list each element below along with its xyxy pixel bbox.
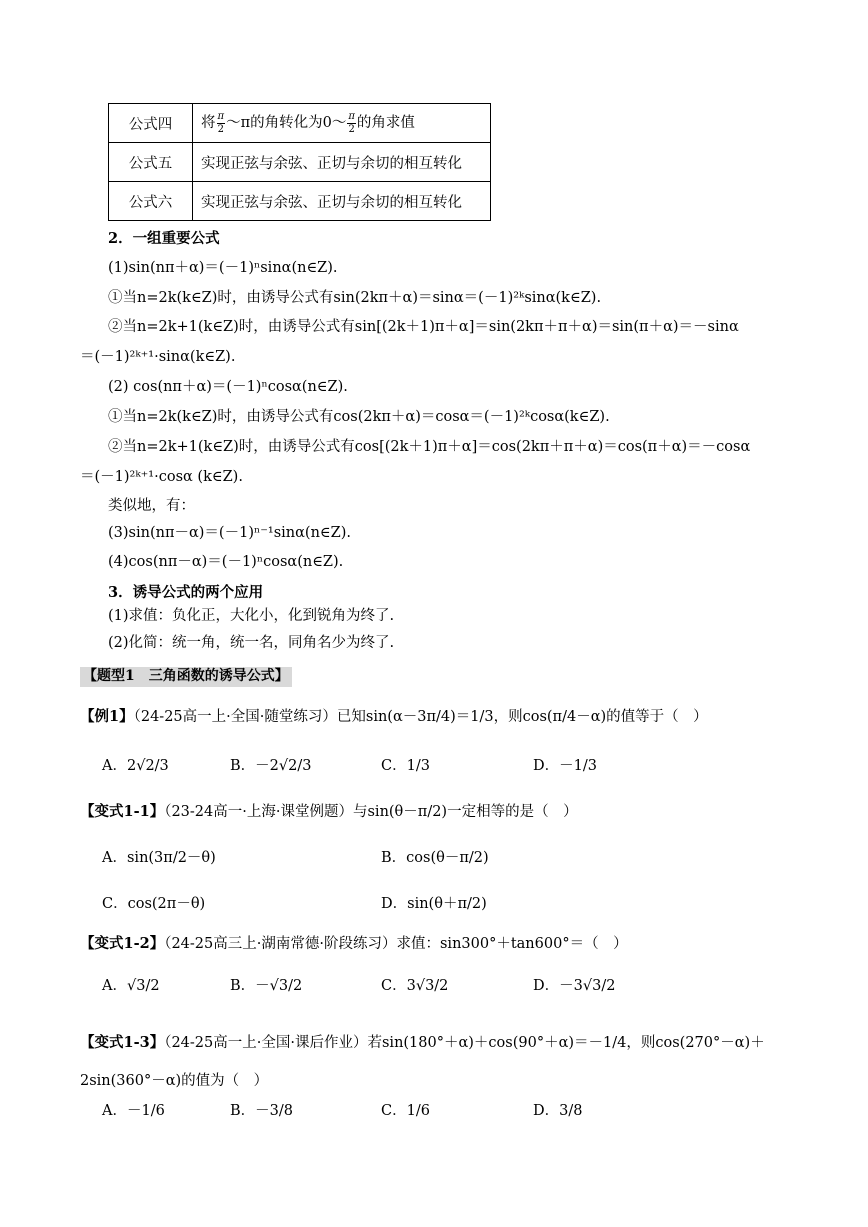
formula-table [108, 103, 491, 221]
formula-line: (2) cos(nπ＋α)＝(－1)ⁿcosα(n∈Z). [108, 379, 348, 395]
formula-line: ＝(－1)²ᵏ⁺¹·cosα (k∈Z). [80, 469, 243, 485]
option-a[interactable]: A．√3/2 [102, 978, 160, 994]
example-1-options [102, 758, 702, 778]
variant-tag: 【变式1-2】 [80, 935, 165, 952]
option-d[interactable]: D．3/8 [533, 1103, 583, 1119]
formula-line: ①当n=2k(k∈Z)时，由诱导公式有cos(2kπ＋α)＝cosα＝(－1)²ᵏcosα(k∈Z). [108, 409, 610, 425]
formula-line: ①当n=2k(k∈Z)时，由诱导公式有sin(2kπ＋α)＝sinα＝(－1)²ᵏsinα(k∈Z). [108, 290, 602, 306]
variant-source: （24-25高三上·湖南常德·阶段练习） [164, 936, 397, 952]
formula-name: 公式六 [109, 182, 193, 221]
option-a[interactable]: A．2√2/3 [102, 758, 169, 774]
variant-1-3-options [102, 1103, 702, 1123]
formula-name: 公式五 [109, 143, 193, 182]
table-row [109, 182, 491, 221]
option-d[interactable]: D．－3√3/2 [533, 978, 616, 994]
option-b[interactable]: B．cos(θ－π/2) [381, 850, 489, 866]
formula-line: ②当n=2k+1(k∈Z)时，由诱导公式有sin[(2k＋1)π＋α]＝sin(2kπ＋π＋α)＝sin(π＋α)＝－sinα [108, 319, 739, 335]
variant-1-2-stem [80, 935, 628, 953]
variant-1-1-options-row1 [102, 850, 702, 870]
option-c[interactable]: C．cos(2π－θ) [102, 896, 206, 912]
option-a[interactable]: A．－1/6 [102, 1103, 165, 1119]
variant-1-1-options-row2 [102, 896, 702, 916]
formula-line: ＝(－1)²ᵏ⁺¹·sinα(k∈Z). [80, 349, 236, 365]
variant-tag: 【变式1-1】 [80, 803, 165, 820]
section-2-heading: 2．一组重要公式 [108, 230, 220, 247]
question-type-badge: 【题型1 三角函数的诱导公式】 [80, 667, 292, 687]
variant-1-2-options [102, 978, 702, 998]
option-b[interactable]: B．－2√2/3 [230, 758, 312, 774]
option-c[interactable]: C．1/6 [381, 1103, 430, 1119]
formula-desc: 将 $\frac{\pi}{2}$ ～π的角转化为0～ $\frac{\pi}{2}$ 的角求值 [193, 104, 491, 143]
variant-1-1-stem [80, 803, 578, 821]
formula-desc: 实现正弦与余弦、正切与余切的相互转化 [193, 143, 491, 182]
application-line: (2)化简：统一角，统一名，同角名少为终了. [108, 635, 395, 651]
option-a[interactable]: A．sin(3π/2－θ) [102, 850, 216, 866]
example-1-stem [80, 708, 708, 726]
formula-line: (4)cos(nπ－α)＝(－1)ⁿcosα(n∈Z). [108, 554, 344, 570]
formula-line: (1)sin(nπ＋α)＝(－1)ⁿsinα(n∈Z). [108, 260, 338, 276]
option-c[interactable]: C．3√3/2 [381, 978, 449, 994]
variant-tag: 【变式1-3】 [80, 1034, 165, 1051]
variant-1-3-stem [80, 1024, 810, 1100]
variant-question: 与sin(θ－π/2)一定相等的是（ ） [352, 804, 578, 820]
example-tag: 【例1】 [80, 708, 134, 725]
table-row [109, 104, 491, 143]
formula-line: (3)sin(nπ－α)＝(－1)ⁿ⁻¹sinα(n∈Z). [108, 525, 351, 541]
similar-text: 类似地，有： [108, 498, 195, 514]
example-question: 已知sin(α－3π/4)＝1/3，则cos(π/4－α)的值等于（ ） [336, 709, 708, 725]
section-3-heading: 3．诱导公式的两个应用 [108, 584, 264, 601]
variant-question: 求值：sin300°＋tan600°＝（ ） [396, 936, 628, 952]
option-b[interactable]: B．－√3/2 [230, 978, 303, 994]
variant-question: 若sin(180°＋α)＋cos(90°＋α)＝－1/4，则cos(270°－α)＋2sin(360°－α)的值为（ ） [80, 1035, 765, 1089]
application-line: (1)求值：负化正，大化小，化到锐角为终了. [108, 608, 395, 624]
variant-source: （23-24高一·上海·课堂例题） [164, 804, 353, 820]
option-d[interactable]: D．－1/3 [533, 758, 597, 774]
option-d[interactable]: D．sin(θ＋π/2) [381, 896, 487, 912]
option-c[interactable]: C．1/3 [381, 758, 430, 774]
option-b[interactable]: B．－3/8 [230, 1103, 293, 1119]
formula-desc: 实现正弦与余弦、正切与余切的相互转化 [193, 182, 491, 221]
formula-name: 公式四 [109, 104, 193, 143]
example-source: （24-25高一上·全国·随堂练习） [133, 709, 337, 725]
table-row [109, 143, 491, 182]
formula-line: ②当n=2k+1(k∈Z)时，由诱导公式有cos[(2k＋1)π＋α]＝cos(2kπ＋π＋α)＝cos(π＋α)＝－cosα [108, 439, 751, 455]
variant-source: （24-25高一上·全国·课后作业） [164, 1035, 368, 1051]
